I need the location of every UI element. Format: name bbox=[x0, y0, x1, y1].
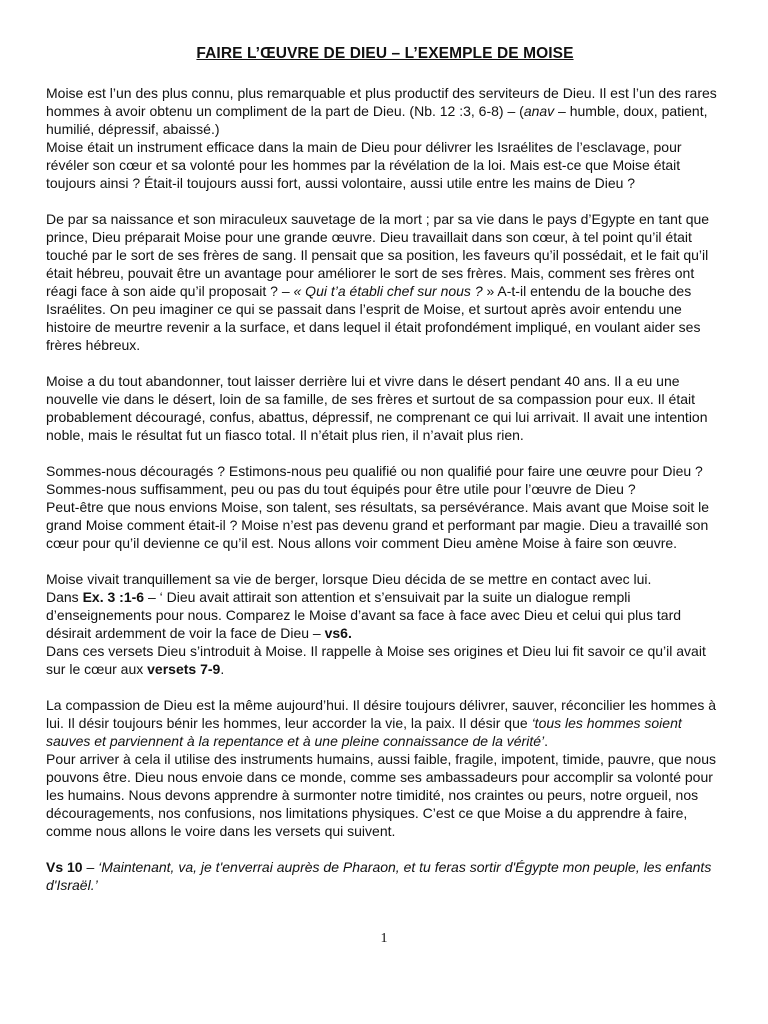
document-page bbox=[46, 44, 724, 894]
paragraph-11: Pour arriver à cela il utilise des instruments humains, aussi faible, fragile, impotent, timide, pauvre, que nous pouvons être. Dieu nous envoie dans ce monde, comme ses ambassadeurs pour accomplir sa volonté pour les humains. Nous devons apprendre à surmonter notre timidité, nos craintes ou peurs, notre orgueil, nos découragements, nos confusions, nos limitations physiques. C’est ce que Moise a du apprendre à faire, comme nous allons le voire dans les versets qui suivent. bbox=[46, 751, 716, 839]
page-title: FAIRE L’ŒUVRE DE DIEU – L’EXEMPLE DE MOISE bbox=[196, 45, 574, 62]
paragraph-5: Sommes-nous découragés ? Estimons-nous peu qualifié ou non qualifié pour faire une œuvre pour Dieu ? Sommes-nous suffisamment, peu ou pas du tout équipés pour être utile pour l’œuvre de Dieu ? bbox=[46, 463, 703, 497]
paragraph-7: Moise vivait tranquillement sa vie de berger, lorsque Dieu décida de se mettre en contact avec lui. bbox=[46, 571, 652, 587]
paragraph-12: Vs 10 – ‘Maintenant, va, je t'enverrai auprès de Pharaon, et tu feras sortir d'Égypte mon peuple, les enfants d'Israël.’ bbox=[46, 859, 712, 893]
paragraph-2: Moise était un instrument efficace dans la main de Dieu pour délivrer les Israélites de l’esclavage, pour révéler son cœur et sa volonté pour les hommes par la révélation de la loi. Mais est-ce que Moise était toujours ainsi ? Était-il toujours aussi fort, aussi volontaire, aussi utile entre les mains de Dieu ? bbox=[46, 139, 682, 191]
paragraph-10: La compassion de Dieu est la même aujourd’hui. Il désire toujours délivrer, sauver, réconcilier les hommes à lui. Il désir toujours bénir les hommes, leur accorder la vie, la paix. Il désir que ‘tous les hommes soient sauves et parviennent à la repentance et à une pleine connaissance de la vérité’. bbox=[46, 697, 716, 749]
paragraph-4: Moise a du tout abandonner, tout laisser derrière lui et vivre dans le désert pendant 40 ans. Il a eu une nouvelle vie dans le désert, loin de sa famille, de ses frères et surtout de sa compassion pour eux. Il était probablement découragé, confus, abattus, dépressif, ne comprenant ce qui lui arrivait. Il avait une intention noble, mais le résultat fut un fiasco total. Il n’était plus rien, il n’avait plus rien. bbox=[46, 373, 708, 443]
paragraph-6: Peut-être que nous envions Moise, son talent, ses résultats, sa persévérance. Mais avant que Moise soit le grand Moise comment était-il ? Moise n’est pas devenu grand et performant par magie. Dieu a travaillé son cœur pour qu’il devienne ce qu’il est. Nous allons voir comment Dieu amène Moise à faire son œuvre. bbox=[46, 499, 710, 551]
paragraph-1: Moise est l’un des plus connu, plus remarquable et plus productif des serviteurs de Dieu. Il est l’un des rares hommes à avoir obtenu un compliment de la part de Dieu. (Nb. 12 :3, 6-8) – (anav – humble, doux, patient, humilié, dépressif, abaissé.) bbox=[46, 85, 717, 137]
paragraph-9: Dans ces versets Dieu s’introduit à Moise. Il rappelle à Moise ses origines et Dieu lui fit savoir ce qu’il avait sur le cœur aux versets 7-9. bbox=[46, 643, 706, 677]
page-number: 1 bbox=[380, 931, 388, 946]
paragraph-8: Dans Ex. 3 :1-6 – ‘ Dieu avait attirait son attention et s’ensuivait par la suite un dialogue rempli d’enseignements pour nous. Comparez le Moise d’avant sa face à face avec Dieu et celui qui plus tard désirait ardemment de voir la face de Dieu – vs6. bbox=[46, 589, 682, 641]
paragraph-3: De par sa naissance et son miraculeux sauvetage de la mort ; par sa vie dans le pays d’Egypte en tant que prince, Dieu préparait Moise pour une grande œuvre. Dieu travaillait dans son cœur, à tel point qu’il était touché par le sort de ses frères de sang. Il pensait que sa position, les faveurs qu’il possédait, et le fait qu’il était hébreu, pouvait être un avantage pour améliorer le sort de ses frères. Mais, comment ses frères ont réagi face à son aide qu’il proposait ? – « Qui t’a établi chef sur nous ? » A-t-il entendu de la bouche des Israélites. On peu imaginer ce qui se passait dans l’esprit de Moise, et surtout après avoir entendu une histoire de meurtre revenir a la surface, et dans lequel il était profondément impliqué, en voulant aider ses frères hébreux. bbox=[46, 211, 710, 353]
